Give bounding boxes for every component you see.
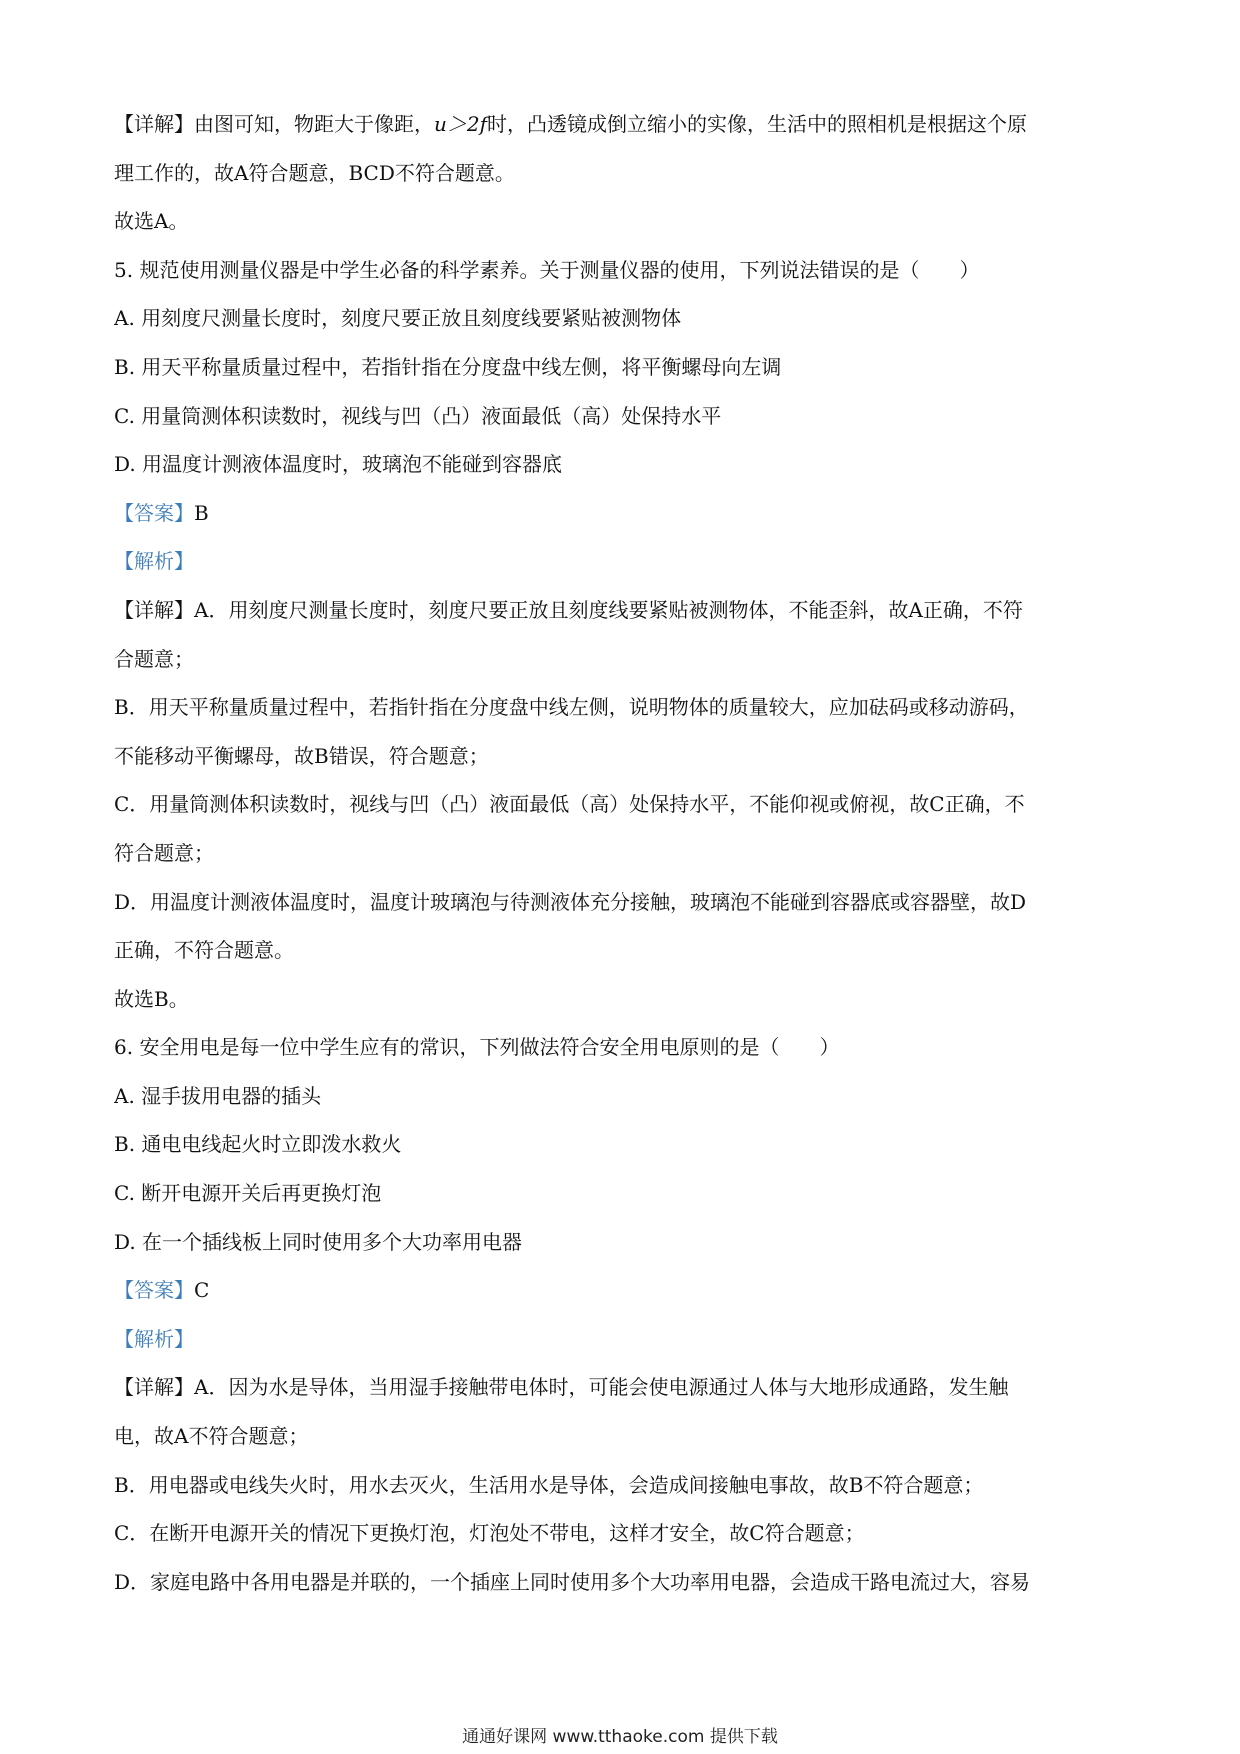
q6-detail-line-1: [114, 1363, 1124, 1412]
q5-answer: [114, 489, 1124, 538]
q6-analysis: [114, 1315, 1124, 1364]
q5-option-a: A. 用刻度尺测量长度时，刻度尺要正放且刻度线要紧贴被测物体: [114, 306, 682, 331]
analysis-tag: 【解析】: [114, 1326, 194, 1351]
q5-detail-line-3: B．用天平称量质量过程中，若指针指在分度盘中线左侧，说明物体的质量较大，应加砝码或移动游码，: [114, 695, 1029, 720]
detail-text: A．因为水是导体，当用湿手接触带电体时，可能会使电源通过人体与大地形成通路，发生触: [194, 1375, 1009, 1400]
q5-detail-line-7: D．用温度计测液体温度时，温度计玻璃泡与待测液体充分接触，玻璃泡不能碰到容器底或容器壁，故D: [114, 889, 1027, 914]
q6-option-c: C. 断开电源开关后再更换灯泡: [114, 1181, 382, 1206]
q5-detail-line-6: 符合题意；: [114, 840, 214, 865]
intro-line-1: [114, 100, 1124, 149]
q6-option-a: A. 湿手拔用电器的插头: [114, 1083, 322, 1108]
q5-detail-line-2: 合题意；: [114, 646, 194, 671]
q6-detail-line-4: C．在断开电源开关的情况下更换灯泡，灯泡处不带电，这样才安全，故C符合题意；: [114, 1521, 865, 1546]
document-body: [114, 100, 1124, 1606]
detail-tag: 【详解】: [114, 1375, 194, 1400]
detail-text: A．用刻度尺测量长度时，刻度尺要正放且刻度线要紧贴被测物体，不能歪斜，故A正确，不符: [194, 597, 1023, 622]
q5-detail-line-1: [114, 586, 1124, 635]
q5-detail-line-8: 正确，不符合题意。: [114, 938, 294, 963]
intro-line-2: 理工作的，故A符合题意，BCD不符合题意。: [114, 160, 515, 185]
q5-detail-line-4: 不能移动平衡螺母，故B错误，符合题意；: [114, 743, 489, 768]
q6-answer: [114, 1266, 1124, 1315]
analysis-tag: 【解析】: [114, 549, 194, 574]
answer-tag: 【答案】: [114, 1278, 194, 1303]
intro-math: u＞2f: [434, 112, 488, 136]
q6-option-d: D. 在一个插线板上同时使用多个大功率用电器: [114, 1229, 523, 1254]
q5-option-b: B. 用天平称量质量过程中，若指针指在分度盘中线左侧，将平衡螺母向左调: [114, 354, 782, 379]
intro-text-a: 由图可知，物距大于像距，: [194, 112, 434, 136]
q6-detail-line-3: B．用电器或电线失火时，用水去灭火，生活用水是导体，会造成间接触电事故，故B不符合题意；: [114, 1472, 984, 1497]
q6-detail-line-2: 电，故A不符合题意；: [114, 1424, 309, 1449]
q6-option-b: B. 通电电线起火时立即泼水救火: [114, 1132, 402, 1157]
detail-tag: 【详解】: [114, 112, 194, 136]
page-footer: 通通好课网 www.tthaoke.com 提供下载: [462, 1727, 778, 1747]
q6-detail-line-5: D．家庭电路中各用电器是并联的，一个插座上同时使用多个大功率用电器，会造成干路电流过大，容易: [114, 1569, 1031, 1594]
answer-value: B: [194, 500, 209, 525]
answer-value: C: [194, 1278, 210, 1303]
intro-line-3: 故选A。: [114, 209, 189, 234]
q5-option-c: C. 用量筒测体积读数时，视线与凹（凸）液面最低（高）处保持水平: [114, 403, 722, 428]
detail-tag: 【详解】: [114, 597, 194, 622]
q5-option-d: D. 用温度计测液体温度时，玻璃泡不能碰到容器底: [114, 452, 563, 477]
intro-text-b: 时，凸透镜成倒立缩小的实像，生活中的照相机是根据这个原: [487, 112, 1028, 136]
q6-stem: 6. 安全用电是每一位中学生应有的常识，下列做法符合安全用电原则的是（ ）: [114, 1035, 840, 1060]
q5-detail-line-5: C．用量筒测体积读数时，视线与凹（凸）液面最低（高）处保持水平，不能仰视或俯视，故C正确，不: [114, 792, 1025, 817]
q5-analysis: [114, 537, 1124, 586]
q5-conclusion: 故选B。: [114, 986, 189, 1011]
answer-tag: 【答案】: [114, 500, 194, 525]
q5-stem: 5. 规范使用测量仪器是中学生必备的科学素养。关于测量仪器的使用，下列说法错误的是（ ）: [114, 257, 980, 282]
